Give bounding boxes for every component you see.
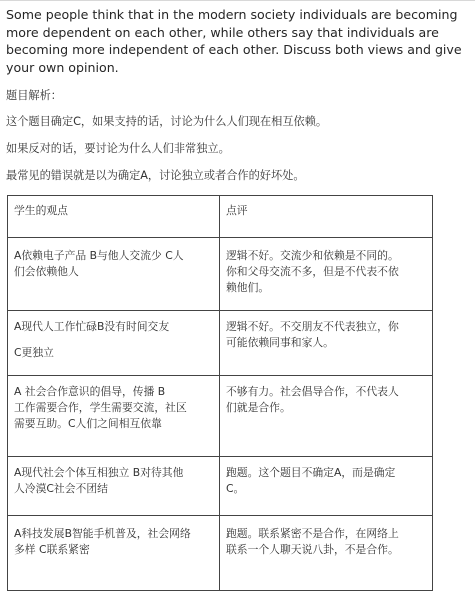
view-line: C更独立: [14, 346, 54, 359]
comment-line: 逻辑不好。不交朋友不代表独立，你: [226, 320, 399, 333]
student-view-cell: [8, 238, 220, 311]
view-line: A 社会合作意识的倡导，传播 B: [14, 385, 166, 398]
view-line: A现代社会个体互相独立 B对待其他: [14, 466, 184, 479]
comment-cell: [220, 516, 433, 591]
header-comment: 点评: [220, 196, 433, 238]
analysis-support: 这个题目确定C，如果支持的话，讨论为什么人们现在相互依赖。: [6, 115, 328, 128]
table-row: [8, 457, 433, 516]
view-line: A现代人工作忙碌B没有时间交友: [14, 320, 170, 333]
comment-cell: [220, 238, 433, 311]
comment-line: 跑题。联系紧密不是合作，在网络上: [226, 527, 399, 540]
line-gap: [14, 335, 213, 345]
comment-line: 逻辑不好。交流少和依赖是不同的。: [226, 249, 399, 262]
comment-cell: [220, 376, 433, 457]
comment-line: 跑题。这个题目不确定A，而是确定: [226, 466, 396, 479]
view-line: 们会依赖他人: [14, 265, 79, 278]
student-view-cell: [8, 516, 220, 591]
article-body: [6, 6, 466, 591]
analysis-oppose: 如果反对的话，要讨论为什么人们非常独立。: [6, 142, 230, 155]
student-view-cell: [8, 457, 220, 516]
comment-line: 你和父母交流不多，但是不代表不依: [226, 265, 399, 278]
comment-line: 赖他们。: [226, 281, 270, 294]
comment-line: 联系一个人聊天说八卦，不是合作。: [226, 543, 399, 556]
view-line: 多样 C联系紧密: [14, 543, 90, 556]
comment-cell: [220, 457, 433, 516]
view-line: A科技发展B智能手机普及，社会网络: [14, 527, 191, 540]
comment-line: 不够有力。社会倡导合作，不代表人: [226, 385, 399, 398]
table-row: [8, 376, 433, 457]
view-line: A依赖电子产品 B与他人交流少 C人: [14, 249, 184, 262]
essay-question: Some people think that in the modern society individuals are becoming more dependent on each other, while others say that individuals are becoming more independent of each other. Discuss both views and give your own opinion.: [6, 7, 462, 75]
table-row: [8, 311, 433, 376]
table-header-row: [8, 196, 433, 238]
table-row: [8, 238, 433, 311]
table-row: [8, 516, 433, 591]
comment-line: 可能依赖同事和家人。: [226, 336, 334, 349]
header-student-view: 学生的观点: [8, 196, 220, 238]
comment-cell: [220, 311, 433, 376]
top-divider: [0, 0, 475, 1]
student-view-cell: [8, 311, 220, 376]
analysis-common-error: 最常见的错误就是以为确定A，讨论独立或者合作的好坏处。: [6, 169, 305, 182]
student-view-cell: [8, 376, 220, 457]
view-line: 需要互助。C人们之间相互依靠: [14, 417, 162, 430]
comment-line: C。: [226, 482, 245, 495]
view-line: 人冷漠C社会不团结: [14, 482, 108, 495]
analysis-heading: 题目解析：: [6, 89, 62, 102]
view-line: 工作需要合作，学生需要交流，社区: [14, 401, 187, 414]
comment-line: 们就是合作。: [226, 401, 291, 414]
views-comments-table: [7, 195, 433, 591]
